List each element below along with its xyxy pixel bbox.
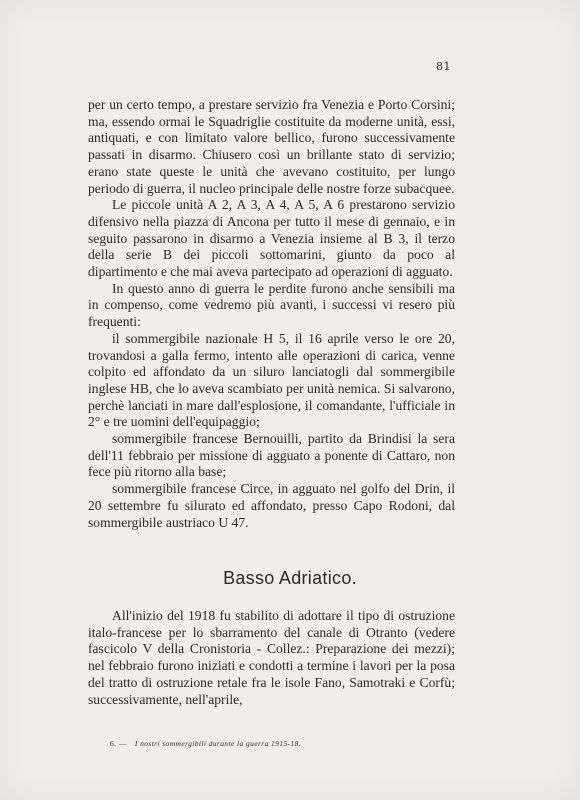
paragraph: In questo anno di guerra le perdite furono anche sensibili ma in compenso, come vedremo più avanti, i successi vi resero più frequenti: [88,280,455,330]
paragraph: per un certo tempo, a prestare servizio fra Venezia e Porto Corsini; ma, essendo ormai le Squadriglie costituite da moderne unità, essi, antiquati, e con limitato valore bellico, furono successivamente passati in disarmo. Chiusero così un brillante stato di servizio; erano state queste le unità che avevano costituito, per lungo periodo di guerra, il nucleo principale delle nostre forze subacquee. [88,97,455,196]
paragraph: Le piccole unità A 2, A 3, A 4, A 5, A 6 prestarono servizio difensivo nella piazza di Ancona per tutto il mese di gennaio, e in seguito passarono in disarmo a Venezia insieme al B 3, il terzo della serie B dei piccoli sottomarini, giunto da poco al dipartimento e che mai aveva partecipato ad operazioni di agguato. [88,197,455,280]
body-text-upper [88,97,455,531]
section-heading: Basso Adriatico. [223,568,357,588]
paragraph: sommergibile francese Circe, in agguato nel golfo del Drin, il 20 settembre fu silurato ed affondato, presso Capo Rodoni, dal sommergibile austriaco U 47. [88,481,455,530]
paragraph: sommergibile francese Bernouilli, partito da Brindisi la sera dell'11 febbraio per missione di agguato a ponente di Cattaro, non fece più ritorno alla base; [88,431,455,480]
page-number: 81 [436,60,451,73]
page-footer [110,739,440,748]
paragraph: All'inizio del 1918 fu stabilito di adottare il tipo di ostruzione italo-francese per lo sbarramento del canale di Otranto (vedere fascicolo V della Cronistoria - Collez.: Preparazione dei mezzi); nel febbraio furono iniziati e condotti a termine i lavori per la posa del tratto di ostruzione retale fra le isole Fano, Samotraki e Corfù; successivamente, nell'aprile, [88,608,455,707]
footer-title: I nostri sommergibili durante la guerra 1915-18. [134,739,302,748]
footer-signature: 6. — [110,739,127,748]
body-text-lower [88,608,455,708]
paragraph: il sommergibile nazionale H 5, il 16 aprile verso le ore 20, trovandosi a galla fermo, intento alle operazioni di carica, venne colpito ed affondato da un siluro lanciatogli dal sommergibile inglese HB, che lo aveva scambiato per unità nemica. Si salvarono, perchè lanciati in mare dall'esplosione, il comandante, l'ufficiale in 2° e tre uomini dell'equipaggio; [88,330,455,430]
